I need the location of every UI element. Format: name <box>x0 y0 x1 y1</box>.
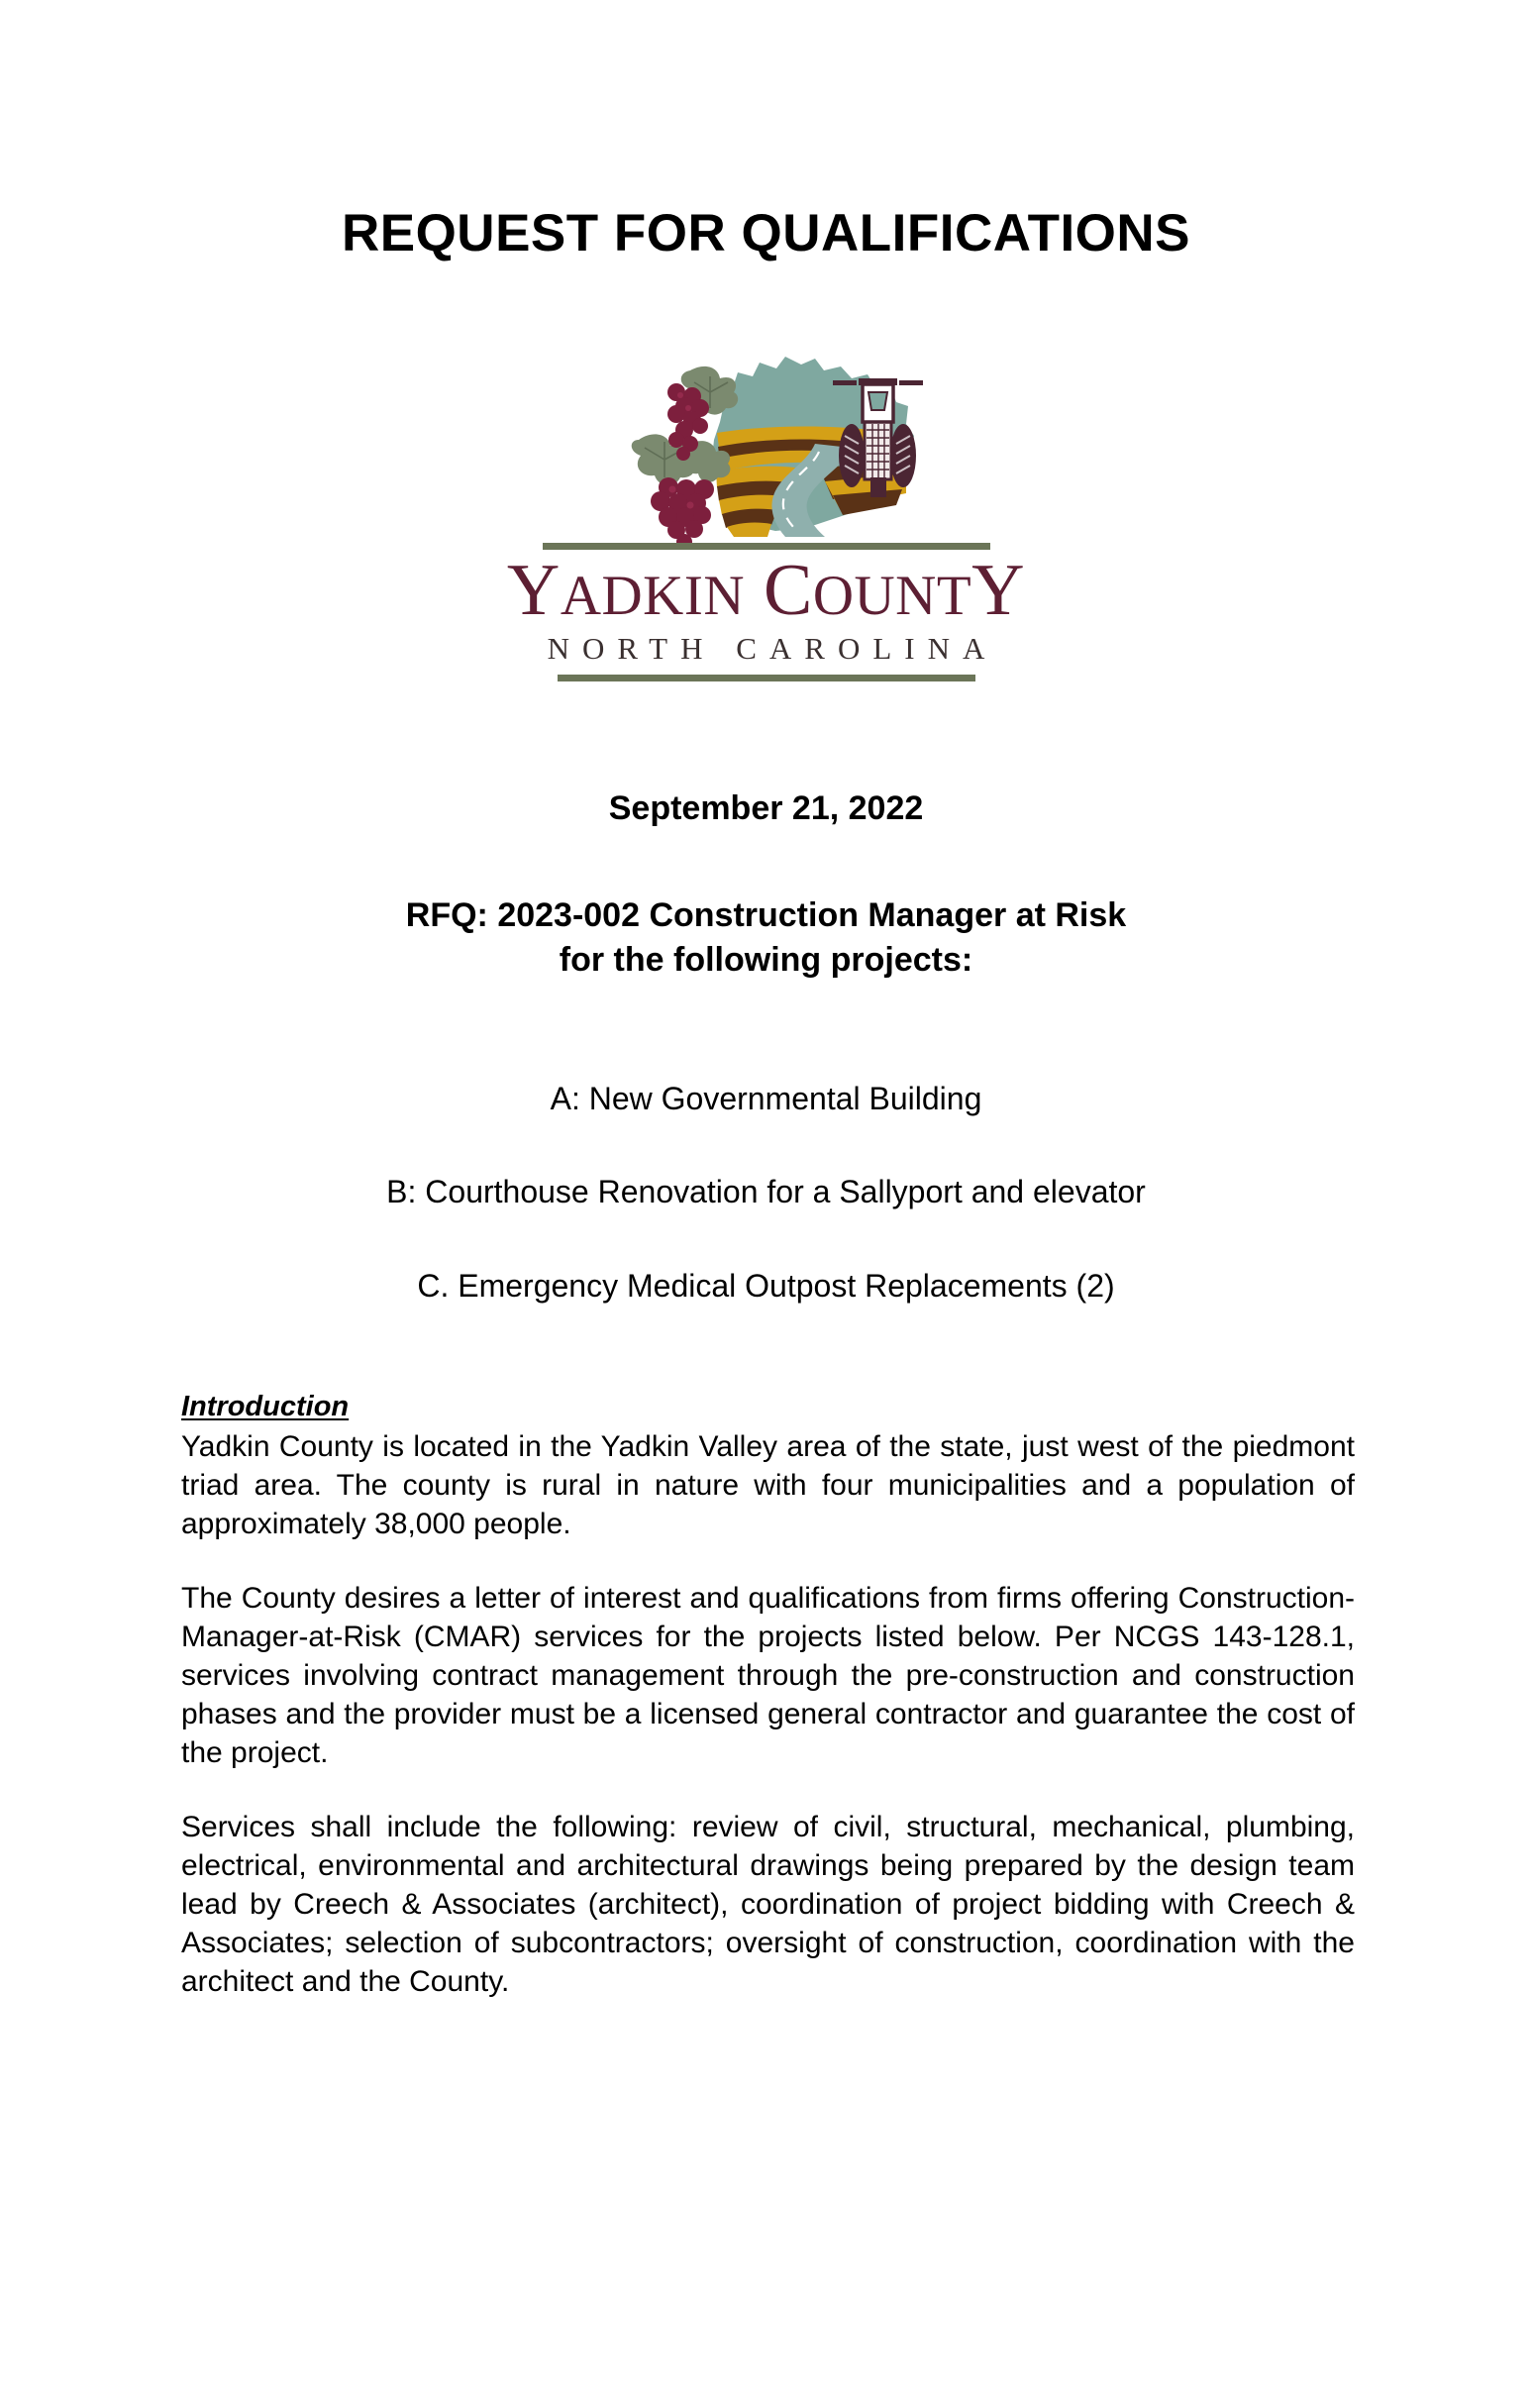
section-heading-introduction: Introduction <box>181 1391 350 1422</box>
rfq-heading <box>0 893 1532 983</box>
logo-wordmark-ount: OUNT <box>812 565 972 627</box>
document-date: September 21, 2022 <box>608 789 924 827</box>
logo-wordmark <box>506 550 1026 631</box>
rfq-heading-line-2: for the following projects: <box>559 941 973 980</box>
introduction-paragraph-1: Yadkin County is located in the Yadkin Valley area of the state, just west of the piedmont triad area. The county is rural in nature with four municipalities and a population of approximately 38,000 people. <box>181 1430 1355 1540</box>
logo-wordmark-y1: Y <box>506 550 561 631</box>
county-seal-illustration <box>621 349 948 552</box>
rfq-heading-line-1: RFQ: 2023-002 Construction Manager at Risk <box>405 896 1127 934</box>
project-item-b: B: Courthouse Renovation for a Sallyport and elevator <box>386 1174 1146 1210</box>
logo-wordmark-c: C <box>763 550 813 631</box>
county-logo <box>0 349 1532 681</box>
project-list <box>0 1080 1532 1305</box>
logo-wordmark-adkin: ADKIN <box>560 565 745 627</box>
logo-divider-top <box>543 543 990 550</box>
project-item-a: A: New Governmental Building <box>550 1081 982 1116</box>
introduction-section <box>181 1391 1355 2001</box>
project-item-c: C. Emergency Medical Outpost Replacements (2) <box>417 1267 1115 1304</box>
logo-subtitle: NORTH CAROLINA <box>547 631 998 666</box>
logo-divider-bottom <box>558 675 975 681</box>
introduction-paragraph-2: The County desires a letter of interest and qualifications from firms offering Construction-Manager-at-Risk (CMAR) services for the projects listed below. Per NCGS 143-128.1, services involving contract management through the pre-construction and construction phases and the provider must be a licensed general contractor and guarantee the cost of the project. <box>181 1582 1355 1769</box>
introduction-paragraph-3: Services shall include the following: review of civil, structural, mechanical, plumbing, electrical, environmental and architectural drawings being prepared by the design team lead by Creech & Associates (architect), coordination of project bidding with Creech & Associates; selection of subcontractors; oversight of construction, coordination with the architect and the County. <box>181 1811 1355 1998</box>
logo-wordmark-y2: Y <box>971 550 1026 631</box>
page-title: REQUEST FOR QUALIFICATIONS <box>341 204 1191 262</box>
